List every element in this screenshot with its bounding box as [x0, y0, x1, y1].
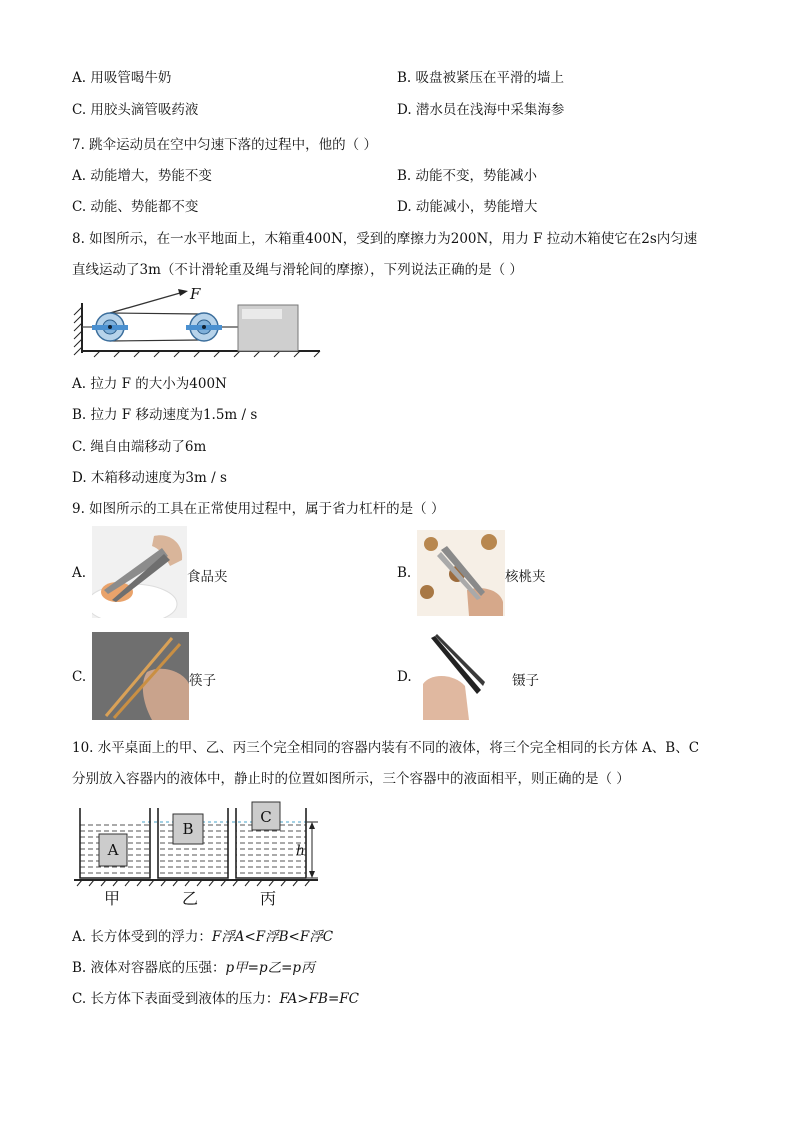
q10-option-c [72, 987, 359, 1007]
nutcracker-photo [417, 530, 505, 616]
q9-option-b-name: 核桃夹 [505, 569, 546, 585]
q10-option-b [72, 956, 315, 976]
q9-option-b-letter: B. [397, 565, 412, 581]
q9-option-c-name: 筷子 [189, 673, 216, 689]
q10-option-b-text: B. 液体对容器底的压强： [72, 960, 226, 976]
q6-option-d: D. 潜水员在浅海中采集海参 [397, 102, 565, 118]
container-bing-label: 丙 [259, 889, 277, 908]
chopsticks-photo [92, 632, 189, 720]
q8-option-d: D. 木箱移动速度为3m / s [72, 470, 227, 486]
q10-option-c-formula: FA>FB=FC [279, 991, 359, 1007]
q10-option-b-formula: p甲=p乙=p丙 [225, 960, 315, 976]
block-b-label: B [182, 820, 194, 838]
q7-option-a: A. 动能增大，势能不变 [72, 168, 212, 184]
container-yi-label: 乙 [181, 889, 199, 908]
block-a-label: A [107, 841, 119, 859]
containers-figure [72, 798, 330, 910]
q7-option-b: B. 动能不变，势能减小 [397, 168, 538, 184]
q10-stem-line1: 10. 水平桌面上的甲、乙、丙三个完全相同的容器内装有不同的液体，将三个完全相同的长方体 A、B、C [72, 740, 700, 756]
q10-stem-line2: 分别放入容器内的液体中，静止时的位置如图所示，三个容器中的液面相平，则正确的是（ ） [72, 771, 630, 787]
height-label: h [295, 843, 305, 859]
q8-option-c: C. 绳自由端移动了6m [72, 439, 207, 455]
q8-option-b: B. 拉力 F 移动速度为1.5m / s [72, 407, 258, 423]
q8-stem-line1: 8. 如图所示，在一水平地面上，木箱重400N，受到的摩擦力为200N，用力 F 拉动木箱使它在2s内匀速 [72, 231, 698, 247]
q6-option-b: B. 吸盘被紧压在平滑的墙上 [397, 70, 565, 86]
q9-option-d-letter: D. [397, 669, 412, 685]
container-jia-label: 甲 [103, 889, 121, 908]
q9-option-c-letter: C. [72, 669, 87, 685]
pulley-figure [70, 283, 325, 358]
q9-option-d-name: 镊子 [512, 673, 539, 689]
q8-stem-line2: 直线运动了3m（不计滑轮重及绳与滑轮间的摩擦），下列说法正确的是（ ） [72, 262, 523, 278]
q8-option-a: A. 拉力 F 的大小为400N [72, 376, 227, 392]
tweezers-photo [417, 634, 505, 720]
q7-option-d: D. 动能减小，势能增大 [397, 199, 538, 215]
food-tongs-photo [92, 526, 187, 618]
q9-stem: 9. 如图所示的工具在正常使用过程中，属于省力杠杆的是（ ） [72, 501, 445, 517]
q10-option-a-text: A. 长方体受到的浮力： [72, 929, 212, 945]
block-c-label: C [260, 808, 272, 826]
q9-option-a-letter: A. [72, 565, 87, 581]
q7-option-c: C. 动能、势能都不变 [72, 199, 199, 215]
q10-option-c-text: C. 长方体下表面受到液体的压力： [72, 991, 280, 1007]
q6-option-a: A. 用吸管喝牛奶 [72, 70, 172, 86]
force-label: F [190, 285, 201, 303]
q6-option-c: C. 用胶头滴管吸药液 [72, 102, 199, 118]
q9-option-a-name: 食品夹 [187, 569, 228, 585]
q10-option-a [72, 925, 333, 945]
q10-option-a-formula: F浮A<F浮B<F浮C [211, 929, 334, 945]
q7-stem: 7. 跳伞运动员在空中匀速下落的过程中，他的（ ） [72, 137, 377, 153]
